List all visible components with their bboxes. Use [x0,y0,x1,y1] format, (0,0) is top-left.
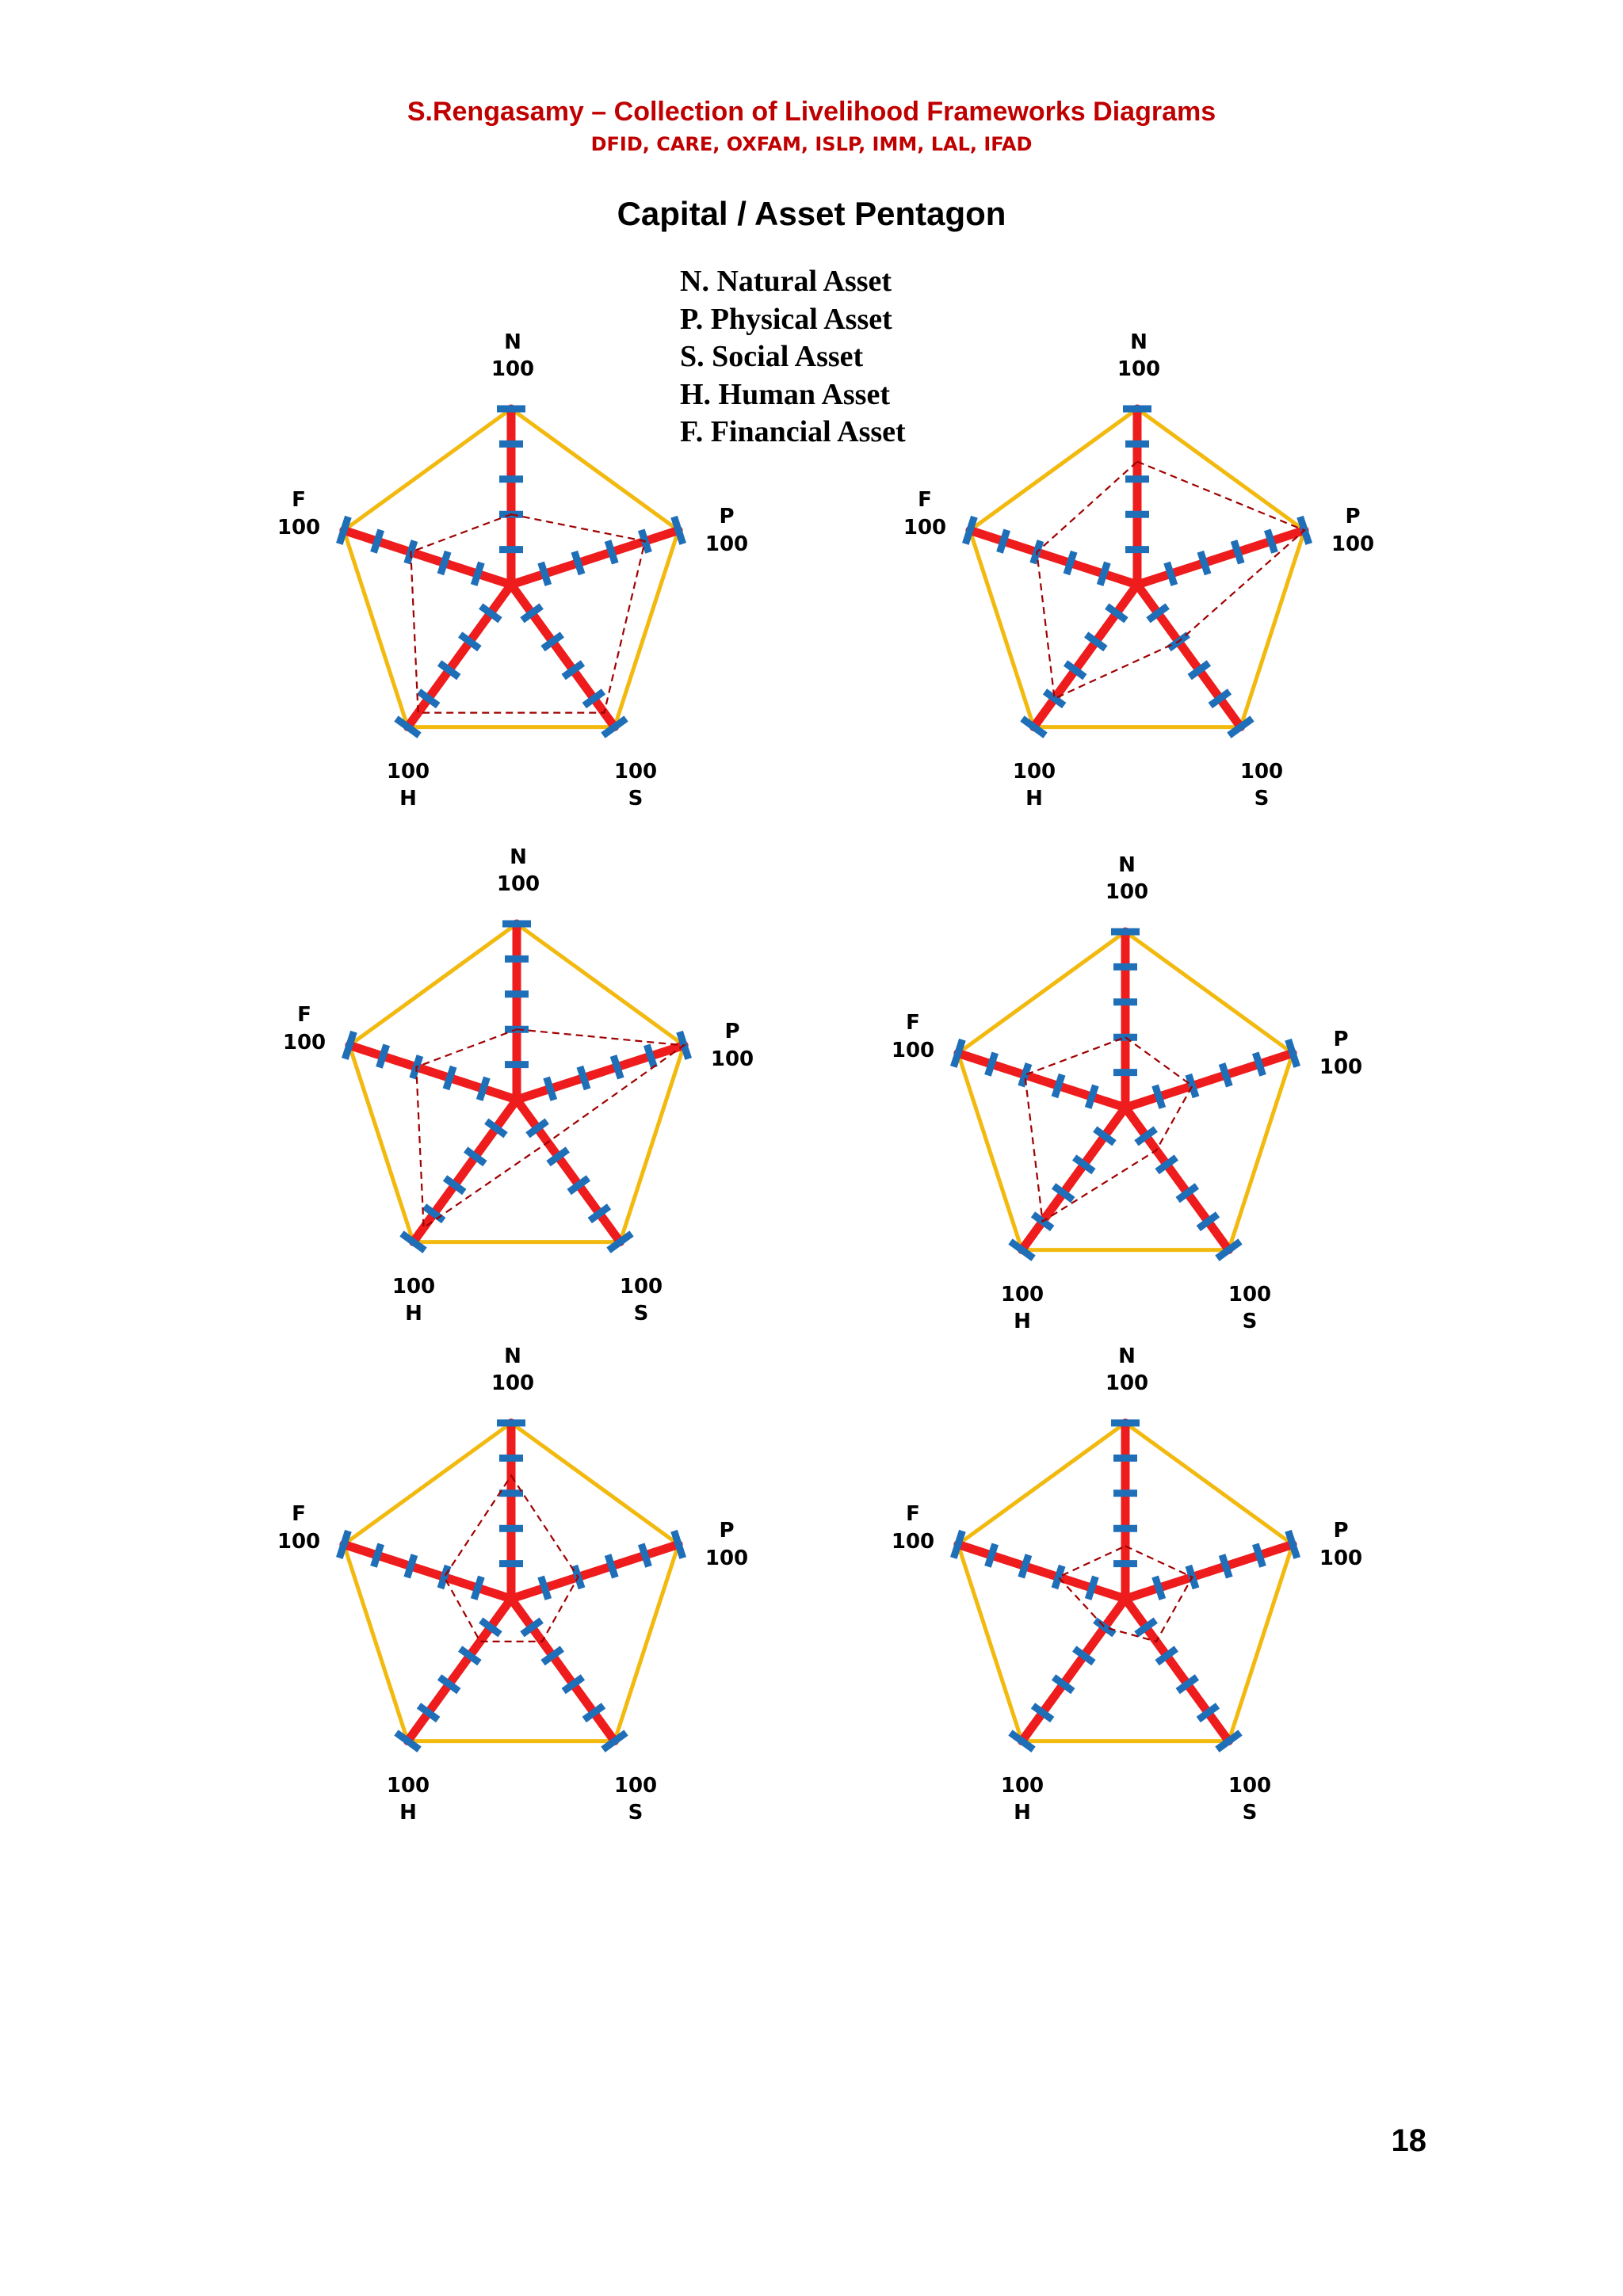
tick-mark [1088,1085,1095,1108]
axis-max-F: 100 [891,1039,935,1062]
tick-mark [613,1056,621,1079]
tick-mark [1201,551,1208,574]
tick-mark [1234,541,1241,564]
spoke-F [349,1045,517,1100]
axis-letter-P: P [719,1519,735,1543]
tick-mark [1222,1064,1229,1087]
axis-max-H: 100 [1000,1283,1044,1306]
axis-letter-F: F [918,488,932,512]
tick-mark [373,1544,380,1567]
axis-max-S: 100 [613,1774,658,1798]
axis-max-F: 100 [903,516,947,540]
tick-mark [1022,1064,1029,1087]
axis-max-N: 100 [1105,880,1149,904]
axis-max-F: 100 [277,1530,321,1554]
axis-letter-F: F [292,1502,306,1526]
spoke-S [517,1100,620,1242]
tick-mark [446,1066,453,1089]
axis-max-P: 100 [1319,1055,1363,1079]
axis-max-S: 100 [1228,1283,1272,1306]
tick-mark [580,1066,587,1089]
axis-max-N: 100 [1117,357,1161,381]
spoke-S [1125,1599,1228,1741]
spoke-S [1137,585,1240,727]
axis-letter-H: H [1014,1801,1031,1825]
axis-letter-N: N [1118,853,1136,877]
axis-letter-N: N [1118,1344,1136,1368]
axis-letter-P: P [719,505,735,528]
tick-mark [647,1045,654,1068]
axis-max-H: 100 [386,760,430,784]
spoke-S [511,585,614,727]
axis-letter-F: F [297,1003,311,1027]
tick-mark [1255,1544,1262,1567]
tick-mark [1267,530,1274,553]
axis-max-S: 100 [1239,760,1284,784]
spoke-P [511,530,678,585]
tick-mark [373,530,380,553]
tick-mark [474,1577,481,1600]
axis-letter-N: N [504,330,521,354]
tick-mark [547,1077,554,1100]
axis-letter-F: F [292,488,306,512]
axis-max-N: 100 [491,357,535,381]
legend-item-physical: P. Physical Asset [680,302,892,336]
tick-mark [379,1045,386,1068]
page-heading: Capital / Asset Pentagon [617,195,1006,232]
axis-letter-S: S [1254,787,1270,810]
axis-max-F: 100 [891,1530,935,1554]
tick-mark [608,541,615,564]
spoke-F [970,530,1137,585]
axis-letter-H: H [1014,1310,1031,1333]
axis-letter-N: N [1130,330,1148,354]
pentagon-diagram-1 [277,330,748,810]
axis-max-P: 100 [705,532,749,556]
axis-letter-H: H [399,1801,417,1825]
axis-max-H: 100 [1000,1774,1044,1798]
pentagon-diagram-5 [277,1344,748,1825]
spoke-H [414,1100,517,1242]
axis-letter-N: N [504,1344,521,1368]
spoke-F [958,1544,1125,1599]
tick-mark [1155,1085,1163,1108]
tick-mark [575,551,582,574]
axis-max-P: 100 [1331,532,1375,556]
axis-letter-N: N [510,845,527,869]
spoke-P [1137,530,1304,585]
axis-max-F: 100 [282,1031,327,1055]
tick-mark [1255,1053,1262,1076]
tick-mark [441,551,448,574]
axis-letter-P: P [1345,505,1361,528]
axis-letter-F: F [906,1011,920,1035]
legend-item-social: S. Social Asset [680,340,864,373]
spoke-F [344,1544,511,1599]
tick-mark [1055,1074,1062,1097]
axis-letter-H: H [405,1302,422,1325]
spoke-H [408,1599,511,1741]
tick-mark [1100,563,1107,585]
tick-mark [407,1555,414,1578]
spoke-F [344,530,511,585]
tick-mark [608,1555,615,1578]
tick-mark [479,1077,487,1100]
tick-mark [999,530,1006,553]
axis-letter-S: S [1242,1801,1258,1825]
axis-max-S: 100 [619,1275,663,1299]
spoke-P [1125,1053,1293,1108]
axis-max-N: 100 [496,872,540,896]
axis-max-P: 100 [705,1547,749,1570]
tick-mark [474,563,481,585]
pentagon-diagram-2 [903,330,1374,810]
axis-letter-P: P [1333,1028,1349,1051]
axis-max-P: 100 [1319,1547,1363,1570]
axis-letter-H: H [399,787,417,810]
spoke-H [408,585,511,727]
header-title: S.Rengasamy – Collection of Livelihood Frameworks Diagrams [407,97,1216,127]
axis-max-N: 100 [491,1371,535,1395]
tick-mark [641,1544,648,1567]
pentagon-diagram-6 [892,1344,1362,1825]
legend-item-human: H. Human Asset [680,377,890,411]
spoke-H [1022,1599,1125,1741]
tick-mark [1222,1555,1229,1578]
tick-mark [1022,1555,1029,1578]
tick-mark [1167,563,1174,585]
axis-max-H: 100 [386,1774,430,1798]
spoke-S [1125,1108,1228,1250]
axis-max-P: 100 [710,1047,754,1071]
page-number: 18 [1391,2123,1426,2158]
pentagon-diagram-3 [283,845,754,1325]
tick-mark [987,1544,995,1567]
axis-letter-F: F [906,1502,920,1526]
axis-letter-S: S [628,787,643,810]
spoke-P [1125,1544,1293,1599]
tick-mark [1067,551,1074,574]
spoke-P [517,1045,684,1100]
tick-mark [987,1053,995,1076]
axis-letter-S: S [628,1801,643,1825]
axis-letter-P: P [1333,1519,1349,1543]
tick-mark [541,563,548,585]
axis-max-S: 100 [613,760,658,784]
axis-max-H: 100 [1012,760,1056,784]
tick-mark [1088,1577,1095,1600]
tick-mark [541,1577,548,1600]
tick-mark [441,1566,448,1589]
axis-max-F: 100 [277,516,321,540]
spoke-S [511,1599,614,1741]
axis-letter-H: H [1025,787,1043,810]
axis-letter-P: P [724,1020,740,1043]
axis-max-S: 100 [1228,1774,1272,1798]
spoke-F [958,1053,1125,1108]
axis-letter-S: S [1242,1310,1258,1333]
tick-mark [1189,1074,1196,1097]
legend-item-financial: F. Financial Asset [680,415,906,448]
axis-max-H: 100 [391,1275,436,1299]
axis-letter-S: S [633,1302,649,1325]
axis-max-N: 100 [1105,1371,1149,1395]
legend-item-natural: N. Natural Asset [680,265,892,298]
spoke-P [511,1544,678,1599]
tick-mark [1155,1577,1163,1600]
tick-mark [1055,1566,1062,1589]
pentagon-diagram-4 [892,853,1362,1333]
header-subtitle: DFID, CARE, OXFAM, ISLP, IMM, LAL, IFAD [590,133,1033,155]
